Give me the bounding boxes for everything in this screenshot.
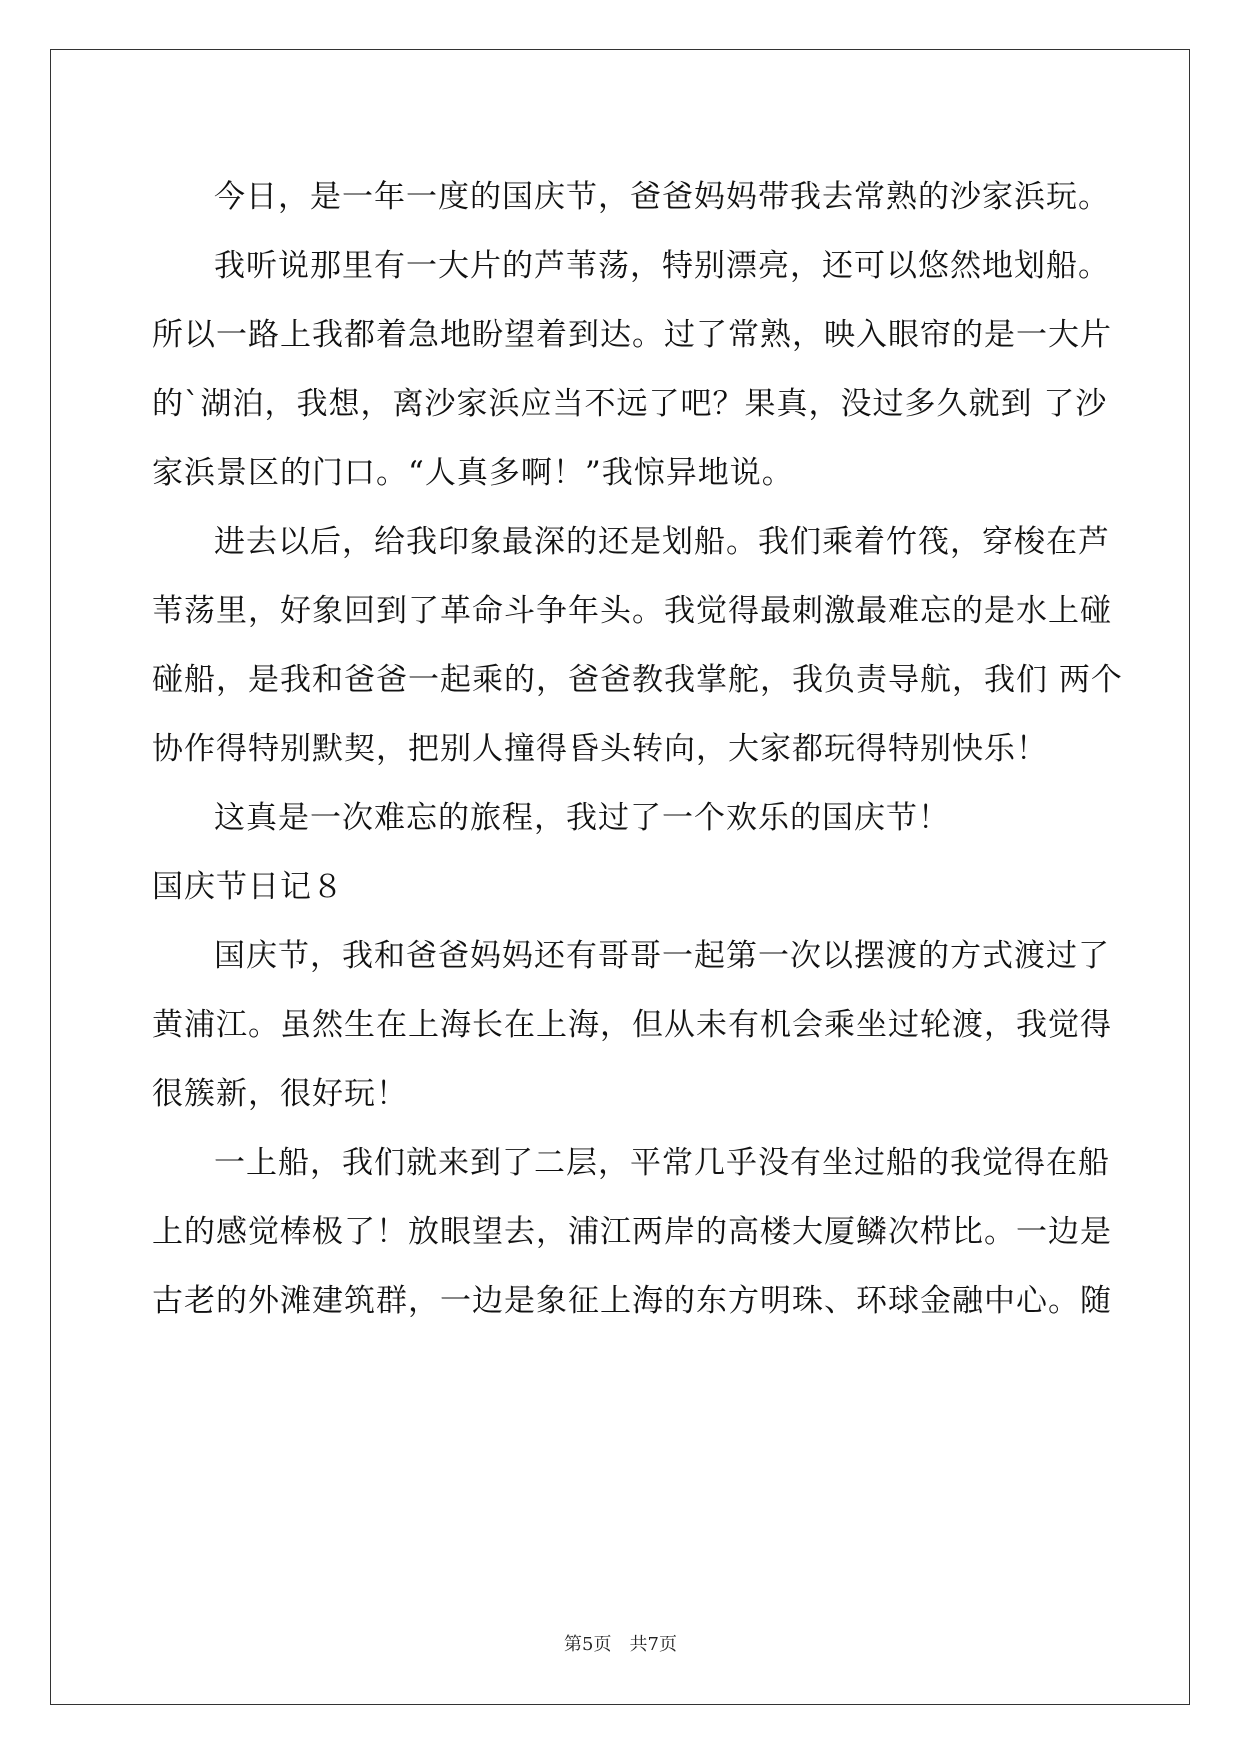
text-line: 我听说那里有一大片的芦苇荡，特别漂亮，还可以悠然地划船。 bbox=[214, 248, 1110, 284]
text-line: 很簇新，很好玩！ bbox=[152, 1076, 408, 1112]
text-line: 进去以后，给我印象最深的还是划船。我们乘着竹筏，穿梭在芦 bbox=[214, 524, 1110, 560]
text-line: 上的感觉棒极了！放眼望去，浦江两岸的高楼大厦鳞次栉比。一边是 bbox=[152, 1214, 1112, 1250]
text-line: 这真是一次难忘的旅程，我过了一个欢乐的国庆节！ bbox=[214, 800, 950, 836]
section-heading: 国庆节日记８ bbox=[152, 869, 344, 905]
text-line: 家浜景区的门口。“人真多啊！”我惊异地说。 bbox=[152, 455, 794, 491]
text-line: 的`湖泊，我想，离沙家浜应当不远了吧？果真，没过多久就到 了沙 bbox=[152, 386, 1108, 422]
page-footer bbox=[0, 1633, 1241, 1657]
text-line: 国庆节，我和爸爸妈妈还有哥哥一起第一次以摆渡的方式渡过了 bbox=[214, 938, 1110, 974]
text-line: 古老的外滩建筑群，一边是象征上海的东方明珠、环球金融中心。随 bbox=[152, 1283, 1112, 1319]
text-line: 今日，是一年一度的国庆节，爸爸妈妈带我去常熟的沙家浜玩。 bbox=[214, 179, 1110, 215]
page-total: 共7页 bbox=[629, 1634, 677, 1655]
page-number: 第5页 bbox=[564, 1634, 612, 1655]
text-line: 黄浦江。虽然生在上海长在上海，但从未有机会乘坐过轮渡，我觉得 bbox=[152, 1007, 1112, 1043]
text-line: 碰船，是我和爸爸一起乘的，爸爸教我掌舵，我负责导航，我们 两个 bbox=[152, 662, 1123, 698]
text-line: 所以一路上我都着急地盼望着到达。过了常熟，映入眼帘的是一大片 bbox=[152, 317, 1112, 353]
text-line: 一上船，我们就来到了二层，平常几乎没有坐过船的我觉得在船 bbox=[214, 1145, 1110, 1181]
text-line: 苇荡里，好象回到了革命斗争年头。我觉得最刺激最难忘的是水上碰 bbox=[152, 593, 1112, 629]
text-line: 协作得特别默契，把别人撞得昏头转向，大家都玩得特别快乐！ bbox=[152, 731, 1048, 767]
document-body bbox=[152, 163, 1123, 1336]
